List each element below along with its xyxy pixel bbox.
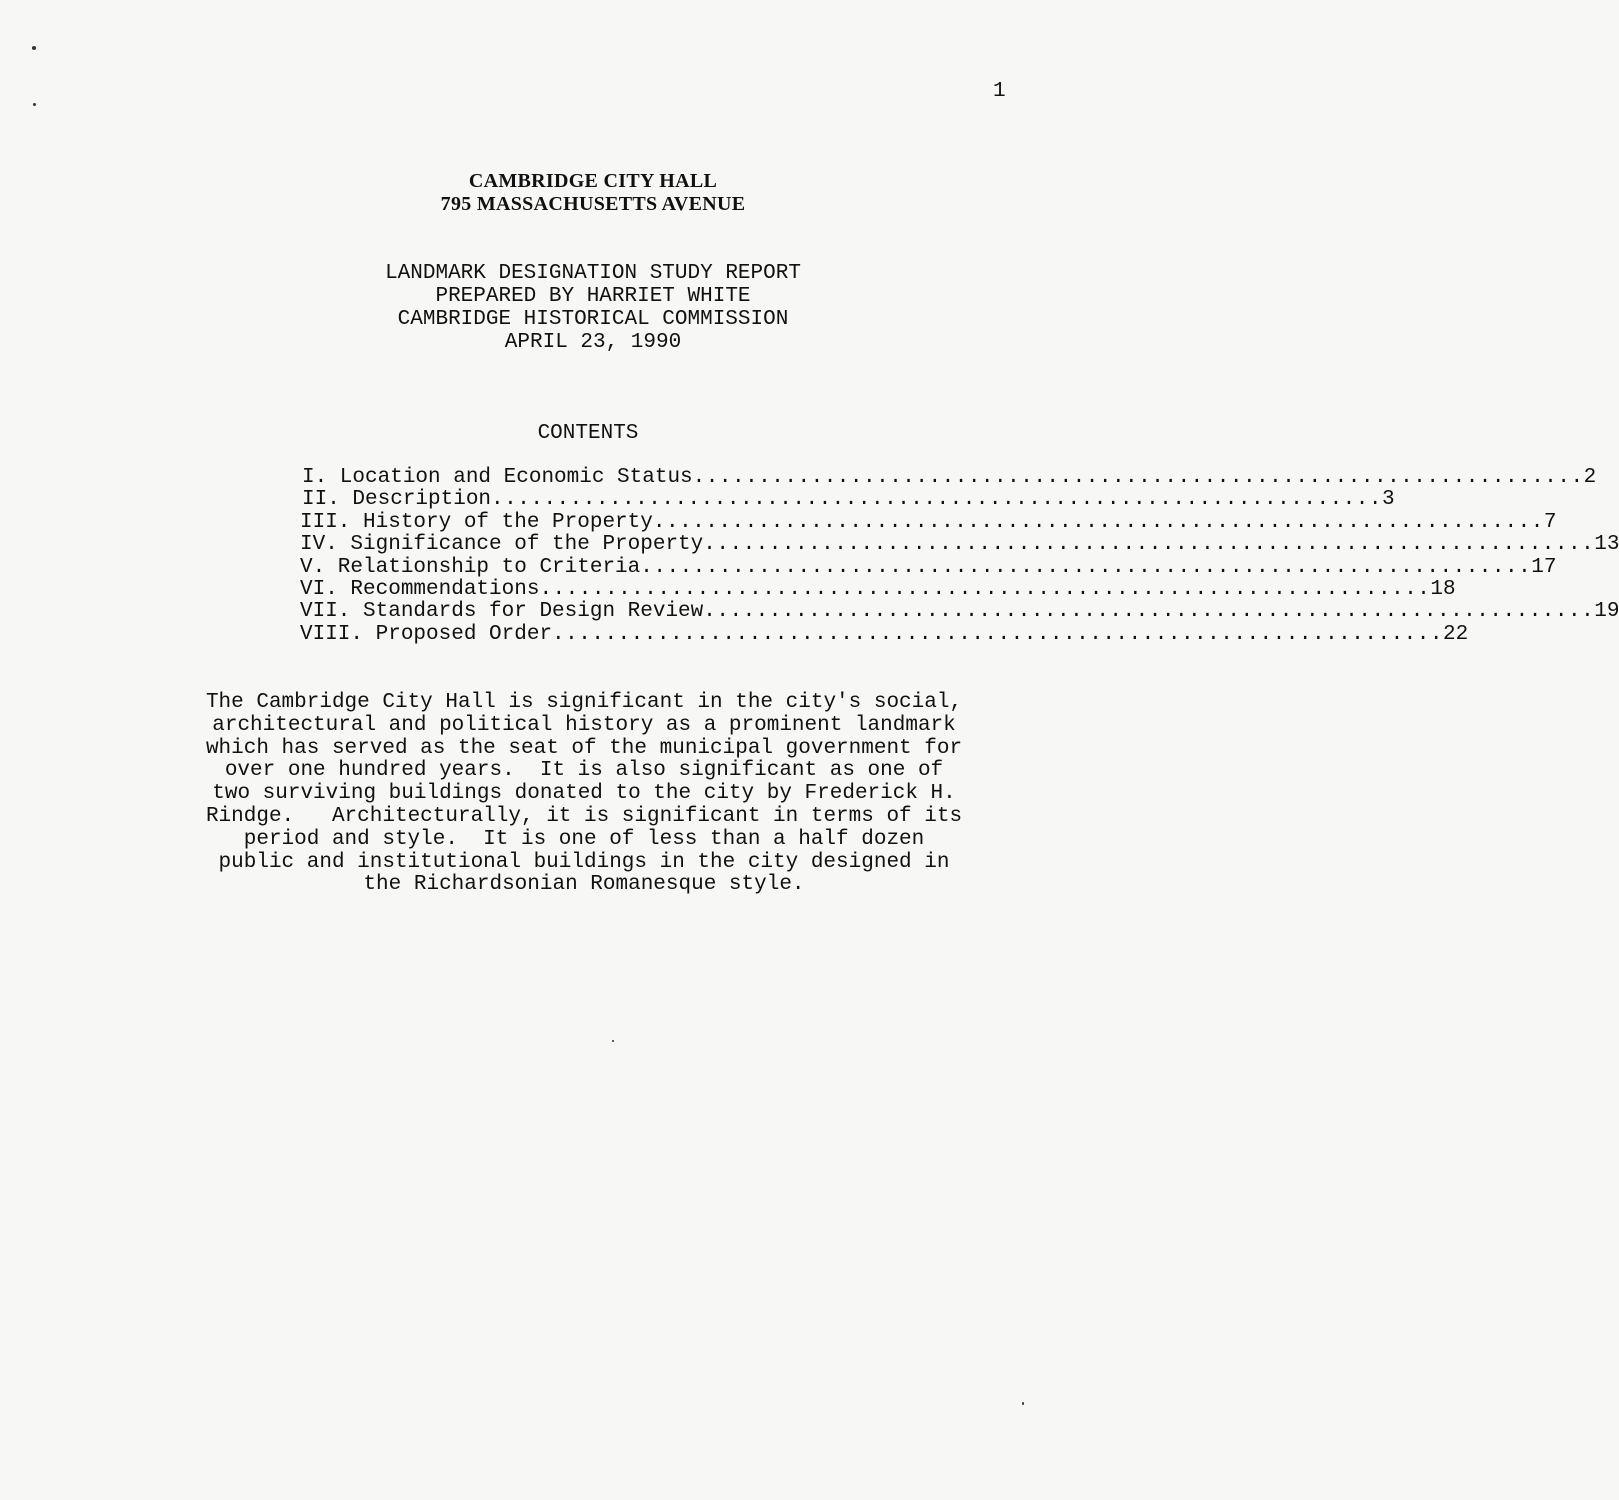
- toc-item-label: VII. Standards for Design Review: [300, 600, 704, 624]
- summary-line: architectural and political history as a prominent landmark: [212, 713, 956, 737]
- summary-line: Rindge. Architecturally, it is significant in terms of its: [205, 804, 963, 828]
- toc-item: [300, 600, 1619, 624]
- toc-leader-dots: ....................................................................: [703, 600, 1595, 624]
- summary-line: the Richardsonian Romanesque style.: [363, 873, 805, 897]
- toc-item: [300, 488, 1395, 512]
- toc-item-page: 7: [1543, 510, 1557, 534]
- toc-item-label: II. Description: [302, 488, 492, 512]
- summary-line: over one hundred years. It is also significant as one of: [224, 759, 944, 783]
- toc-item-page: 18: [1430, 578, 1456, 602]
- document-heading: [0, 170, 1164, 216]
- toc-item-page: 3: [1381, 488, 1395, 512]
- study-report-title: LANDMARK DESIGNATION STUDY REPORT: [385, 262, 801, 285]
- toc-item-label: V. Relationship to Criteria: [300, 555, 641, 579]
- study-author: PREPARED BY HARRIET WHITE: [435, 285, 751, 308]
- toc-item-label: IV. Significance of the Property: [300, 533, 704, 557]
- contents-title: CONTENTS: [537, 422, 639, 445]
- toc-item: [300, 555, 1557, 579]
- summary-line: which has served as the seat of the municipal government for: [205, 736, 963, 760]
- scan-speck: [612, 1040, 614, 1042]
- toc-item-page: 19: [1594, 600, 1619, 624]
- toc-item: [300, 533, 1619, 557]
- summary-line: public and institutional buildings in the city designed in: [218, 850, 950, 874]
- toc-leader-dots: ....................................................................: [539, 578, 1431, 602]
- toc-leader-dots: ....................................................................: [652, 510, 1544, 534]
- scan-speck: [1022, 1402, 1024, 1405]
- toc-leader-dots: ....................................................................: [703, 533, 1595, 557]
- summary-line: two surviving buildings donated to the city by Frederick H.: [212, 782, 956, 806]
- toc-item: [300, 510, 1557, 534]
- table-of-contents: [300, 466, 1619, 646]
- study-organization: CAMBRIDGE HISTORICAL COMMISSION: [397, 308, 789, 331]
- toc-item-label: I. Location and Economic Status: [302, 466, 693, 489]
- toc-item-page: 2: [1583, 466, 1597, 489]
- toc-item-page: 13: [1594, 533, 1619, 557]
- toc-item-label: III. History of the Property: [300, 510, 653, 534]
- toc-leader-dots: ....................................................................: [640, 555, 1532, 579]
- study-info: [0, 262, 1164, 354]
- toc-leader-dots: ....................................................................: [552, 622, 1443, 646]
- toc-item: [300, 622, 1469, 646]
- toc-leader-dots: ....................................................................: [491, 488, 1382, 512]
- scan-speck: [33, 103, 36, 106]
- heading-title: CAMBRIDGE CITY HALL: [468, 170, 718, 192]
- toc-item: [300, 466, 1597, 489]
- toc-leader-dots: ....................................................................: [692, 466, 1584, 489]
- page-number: 1: [993, 80, 1006, 103]
- scan-speck: [32, 46, 36, 50]
- summary-line: The Cambridge City Hall is significant in the city's social,: [205, 691, 963, 714]
- study-date: APRIL 23, 1990: [504, 331, 682, 354]
- toc-item-page: 22: [1443, 622, 1469, 646]
- summary-line: period and style. It is one of less than a half dozen: [243, 827, 925, 851]
- heading-address: 795 MASSACHUSETTS AVENUE: [440, 193, 746, 215]
- toc-item-label: VI. Recommendations: [300, 578, 540, 602]
- toc-item-label: VIII. Proposed Order: [300, 622, 553, 646]
- toc-item: [300, 578, 1456, 602]
- summary-paragraph: [0, 692, 1164, 897]
- toc-item-page: 17: [1531, 555, 1557, 579]
